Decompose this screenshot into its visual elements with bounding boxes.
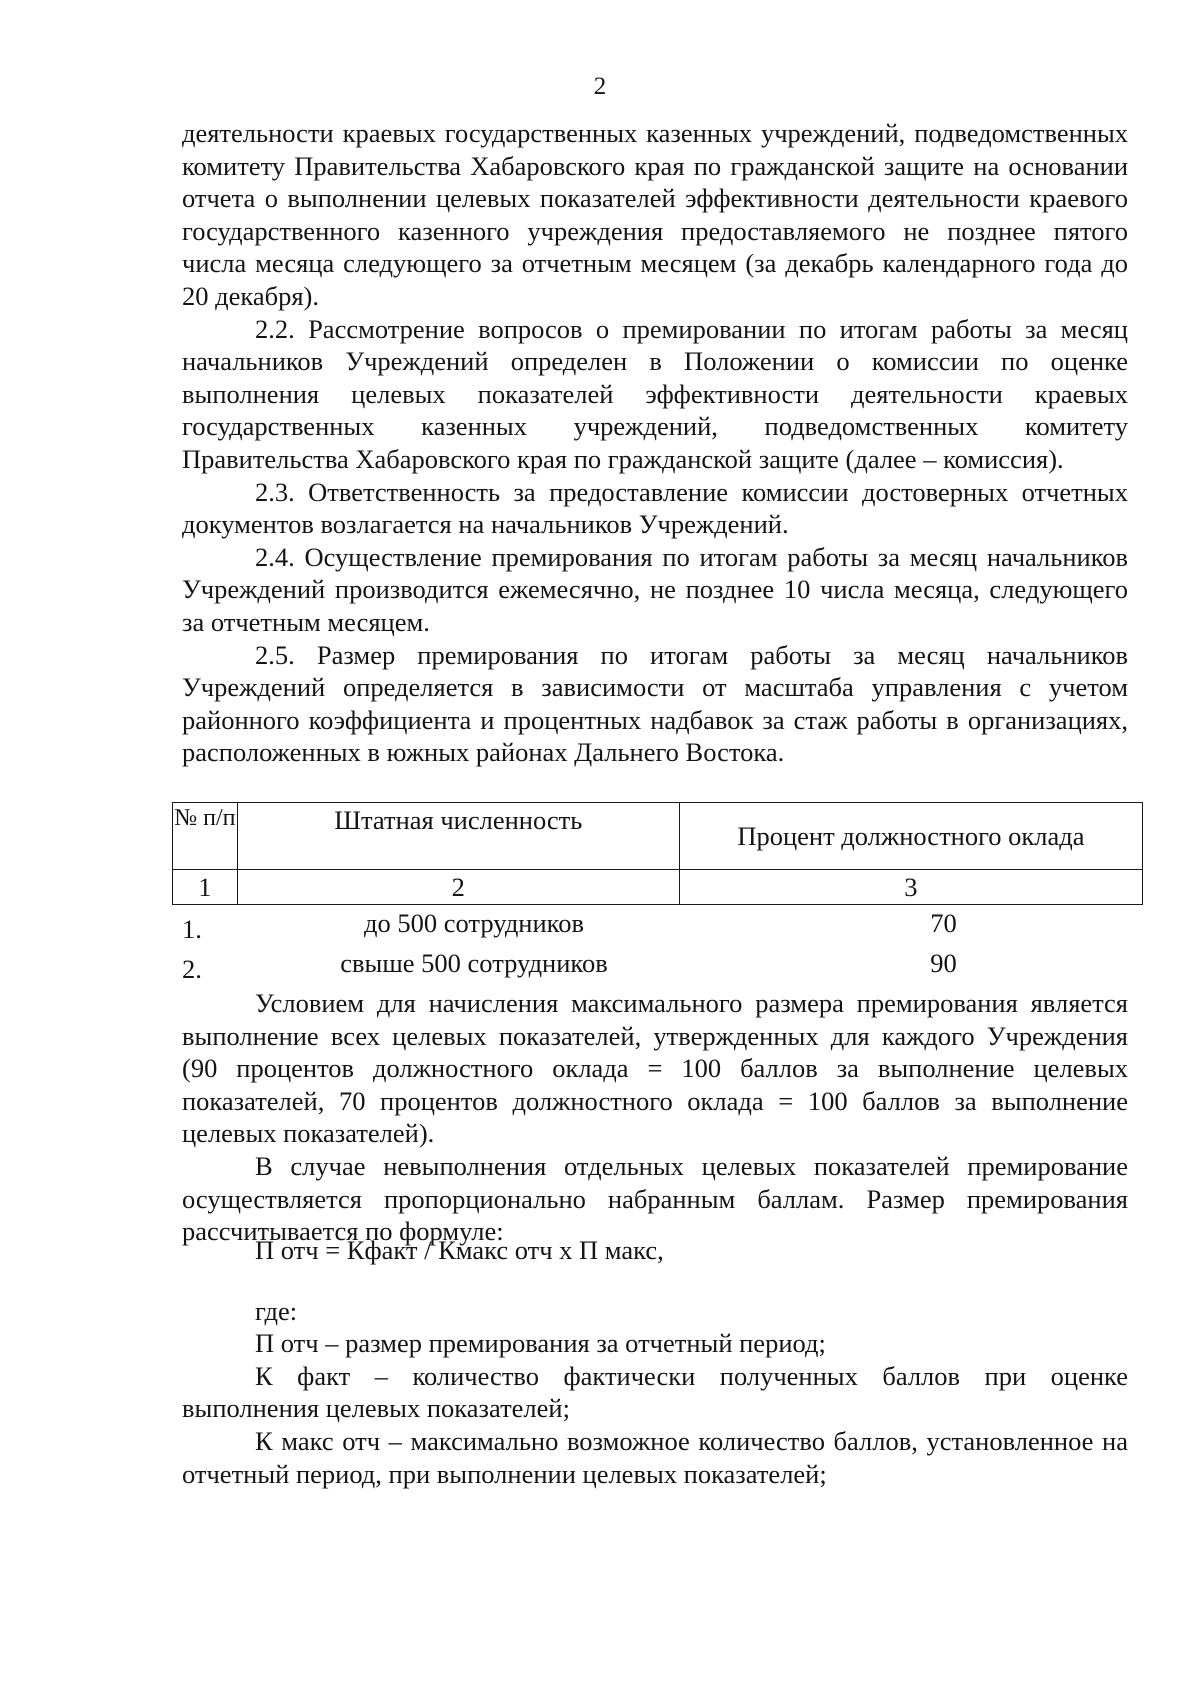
- page-number: 2: [593, 73, 607, 100]
- where-label: где:: [255, 1295, 298, 1326]
- column-number-2: 2: [237, 870, 679, 905]
- definition-p-otch: П отч – размер премирования за отчетный период;: [255, 1328, 826, 1359]
- paragraph-2-3: 2.3. Ответственность за предоставление комиссии достоверных отчетных документов возлагается на начальников Учреждений.: [182, 476, 1128, 540]
- paragraph-2-2: 2.2. Рассмотрение вопросов о премировании по итогам работы за месяц начальников Учреждений определен в Положении о комиссии по оценке выполнения целевых показателей эффективности деятельности краевых государственных казенных учреждений, подведомственных комитету Правительства Хабаровского края по гражданской защите (далее – комиссия).: [182, 313, 1128, 474]
- column-number-3: 3: [679, 870, 1142, 905]
- definition-k-maks: К макс отч – максимально возможное количество баллов, установленное на отчетный период, при выполнении целевых показателей;: [182, 1425, 1128, 1489]
- paragraph-proportional: В случае невыполнения отдельных целевых показателей премирование осуществляется пропорционально набранным баллам. Размер премирования рассчитывается по формуле:: [182, 1150, 1128, 1247]
- row-staff: до 500 сотрудников: [364, 908, 584, 938]
- bonus-table: [172, 802, 1143, 905]
- table-header-row: [173, 803, 1143, 870]
- row-staff: свыше 500 сотрудников: [340, 948, 608, 978]
- row-number: 2.: [182, 954, 202, 984]
- paragraph-continuation: деятельности краевых государственных казенных учреждений, подведомственных комитету Правительства Хабаровского края по гражданской защите на основании отчета о выполнении целевых показателей эффективности деятельности краевого государственного казенного учреждения предоставляемого не позднее пятого числа месяца следующего за отчетным месяцем (за декабрь календарного года до 20 декабря).: [182, 118, 1128, 311]
- header-staff: Штатная численность: [237, 803, 679, 870]
- header-percent: Процент должностного оклада: [679, 803, 1142, 870]
- table-numbering-row: [173, 870, 1143, 905]
- row-percent: 90: [930, 948, 957, 978]
- column-number-1: 1: [173, 870, 238, 905]
- definition-k-fakt: К факт – количество фактически полученных баллов при оценке выполнения целевых показателей;: [182, 1360, 1128, 1424]
- row-percent: 70: [930, 908, 957, 938]
- formula: П отч = Кфакт / Кмакс отч х П макс,: [255, 1235, 664, 1265]
- table-row: [182, 946, 1142, 984]
- paragraph-conditions: Условием для начисления максимального размера премирования является выполнение всех целевых показателей, утвержденных для каждого Учреждения (90 процентов должностного оклада = 100 баллов за выполнение целевых показателей, 70 процентов должностного оклада = 100 баллов за выполнение целевых показателей).: [182, 988, 1128, 1149]
- row-number: 1.: [182, 914, 202, 944]
- header-number: № п/п: [173, 803, 238, 870]
- text-block-formula: [182, 1143, 1128, 1490]
- paragraph-2-4: 2.4. Осуществление премирования по итогам работы за месяц начальников Учреждений производится ежемесячно, не позднее 10 числа месяца, следующего за отчетным месяцем.: [182, 541, 1128, 637]
- text-block-intro: [182, 117, 1128, 769]
- paragraph-2-5: 2.5. Размер премирования по итогам работы за месяц начальников Учреждений определяется в зависимости от масштаба управления с учетом районного коэффициента и процентных надбавок за стаж работы в организациях, расположенных в южных районах Дальнего Востока.: [182, 639, 1128, 768]
- table-row: [182, 906, 1142, 944]
